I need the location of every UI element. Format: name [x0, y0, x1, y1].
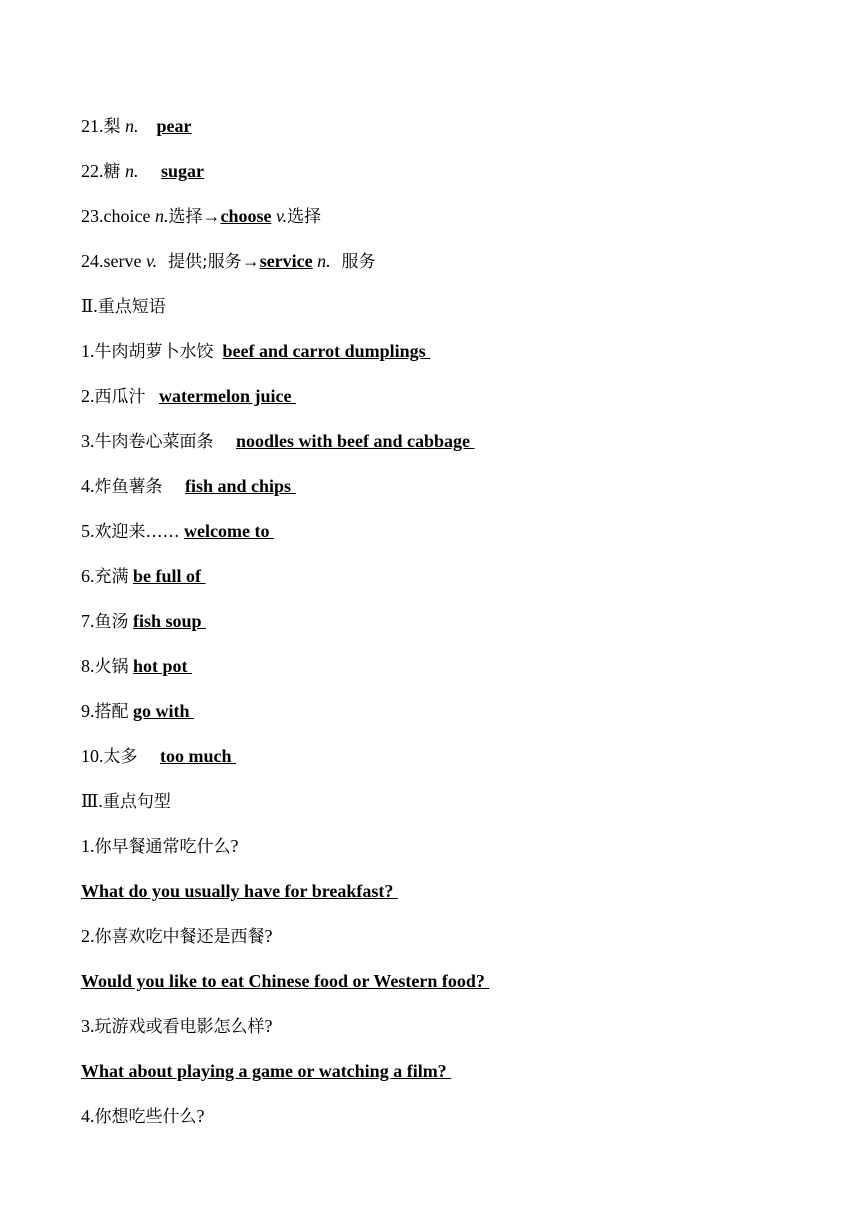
part-of-speech: n. — [125, 161, 139, 181]
answer: fish and chips — [185, 476, 296, 496]
answer: welcome to — [184, 521, 274, 541]
answer: Would you like to eat Chinese food or Western food? — [81, 971, 490, 991]
vocab-item-24: 24.serve v. 提供;服务→service n. 服务 — [81, 251, 376, 272]
answer: noodles with beef and cabbage — [236, 431, 475, 451]
phrase-item: 6.充满 be full of — [81, 566, 206, 587]
phrase-item: 5.欢迎来…… welcome to — [81, 521, 274, 542]
sentence-answer — [81, 969, 489, 993]
answer: choose — [220, 206, 272, 226]
sentence-prompt: 2.你喜欢吃中餐还是西餐? — [81, 926, 273, 947]
vocab-item-23: 23.choice n.选择→choose v.选择 — [81, 206, 322, 227]
answer: pear — [156, 116, 192, 136]
section-heading-phrases: Ⅱ.重点短语 — [81, 296, 166, 317]
phrase-item: 1.牛肉胡萝卜水饺 beef and carrot dumplings — [81, 341, 431, 362]
answer: too much — [160, 746, 236, 766]
answer: watermelon juice — [159, 386, 296, 406]
phrase-item: 4.炸鱼薯条 fish and chips — [81, 476, 296, 497]
item-number: 22. — [81, 161, 104, 181]
sentence-answer — [81, 879, 398, 903]
phrase-item: 8.火锅 hot pot — [81, 656, 193, 677]
phrase-item: 7.鱼汤 fish soup — [81, 611, 207, 632]
answer: sugar — [161, 161, 205, 181]
chinese-term: 梨 — [103, 117, 121, 137]
phrase-item: 2.西瓜汁 watermelon juice — [81, 386, 296, 407]
part-of-speech: n. — [154, 206, 169, 226]
answer: fish soup — [133, 611, 207, 631]
sentence-prompt: 3.玩游戏或看电影怎么样? — [81, 1016, 273, 1037]
sentence-prompt: 1.你早餐通常吃什么? — [81, 836, 239, 857]
sentence-prompt: 4.你想吃些什么? — [81, 1106, 205, 1127]
part-of-speech: n. — [125, 116, 139, 136]
phrase-item: 10.太多 too much — [81, 746, 236, 767]
part-of-speech: v. — [271, 206, 288, 226]
answer: What about playing a game or watching a film? — [81, 1061, 452, 1081]
answer: hot pot — [133, 656, 193, 676]
vocab-item-22 — [81, 159, 204, 184]
part-of-speech: v. — [145, 251, 158, 271]
phrase-item: 9.搭配 go with — [81, 701, 195, 722]
item-number: 21. — [81, 116, 104, 136]
arrow: → — [241, 251, 260, 271]
answer: go with — [133, 701, 195, 721]
sentence-answer — [81, 1059, 451, 1083]
answer: service — [259, 251, 313, 271]
arrow: → — [202, 206, 221, 226]
chinese-term: 糖 — [103, 162, 121, 182]
vocab-item-21 — [81, 114, 192, 139]
section-heading-sentences: Ⅲ.重点句型 — [81, 791, 171, 812]
answer: What do you usually have for breakfast? — [81, 881, 398, 901]
answer: beef and carrot dumplings — [222, 341, 431, 361]
part-of-speech: n. — [312, 251, 331, 271]
answer: be full of — [133, 566, 206, 586]
phrase-item: 3.牛肉卷心菜面条 noodles with beef and cabbage — [81, 431, 475, 452]
